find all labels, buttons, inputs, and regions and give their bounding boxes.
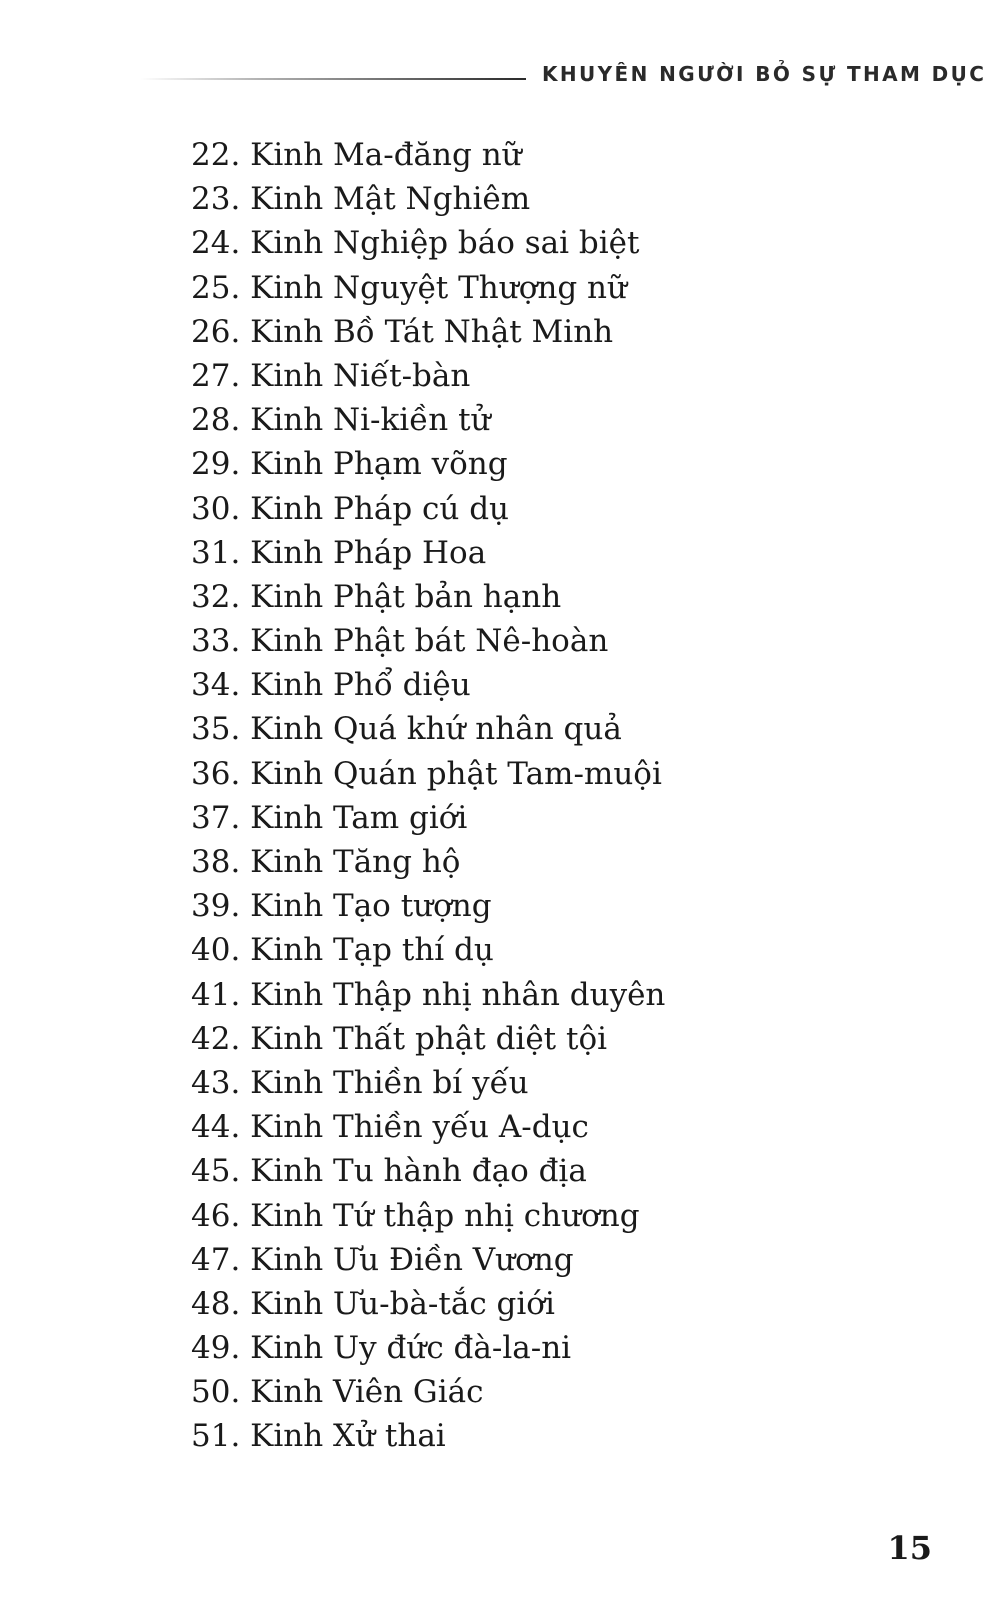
list-item: 43. Kinh Thiền bí yếu [191, 1064, 529, 1101]
list-item: 37. Kinh Tam giới [191, 799, 468, 836]
list-item: 36. Kinh Quán phật Tam-muội [191, 755, 662, 792]
list-item: 45. Kinh Tu hành đạo địa [191, 1153, 587, 1190]
running-title: KHUYÊN NGƯỜI BỎ SỰ THAM DỤC [542, 62, 987, 86]
list-item: 32. Kinh Phật bản hạnh [191, 578, 562, 615]
list-item: 46. Kinh Tứ thập nhị chương [191, 1197, 640, 1234]
list-item: 34. Kinh Phổ diệu [191, 667, 471, 704]
list-item: 33. Kinh Phật bát Nê-hoàn [191, 623, 609, 660]
list-item: 47. Kinh Ưu Điền Vương [191, 1241, 574, 1278]
list-item: 40. Kinh Tạp thí dụ [191, 932, 494, 969]
list-item: 27. Kinh Niết-bàn [191, 357, 471, 394]
list-item: 51. Kinh Xử thai [191, 1418, 446, 1455]
list-item: 24. Kinh Nghiệp báo sai biệt [191, 225, 640, 262]
list-item: 28. Kinh Ni-kiền tử [191, 402, 491, 439]
header-rule [140, 78, 526, 80]
list-item: 30. Kinh Pháp cú dụ [191, 490, 510, 527]
list-item: 35. Kinh Quá khứ nhân quả [191, 711, 622, 748]
list-item: 42. Kinh Thất phật diệt tội [191, 1020, 608, 1057]
list-item: 49. Kinh Uy đức đà-la-ni [191, 1330, 572, 1367]
page-number: 15 [887, 1529, 932, 1567]
list-item: 50. Kinh Viên Giác [191, 1374, 484, 1411]
running-header [140, 60, 987, 88]
list-item: 25. Kinh Nguyệt Thượng nữ [191, 269, 627, 306]
list-item: 39. Kinh Tạo tượng [191, 888, 492, 925]
list-item: 23. Kinh Mật Nghiêm [191, 181, 531, 218]
list-item: 44. Kinh Thiền yếu A-dục [191, 1109, 589, 1146]
sutra-list [191, 133, 665, 1459]
list-item: 38. Kinh Tăng hộ [191, 844, 461, 880]
list-item: 41. Kinh Thập nhị nhân duyên [191, 976, 666, 1013]
list-item: 48. Kinh Ưu-bà-tắc giới [191, 1285, 555, 1322]
list-item: 22. Kinh Ma-đăng nữ [191, 137, 522, 173]
list-item: 31. Kinh Pháp Hoa [191, 534, 487, 571]
list-item: 26. Kinh Bồ Tát Nhật Minh [191, 313, 614, 350]
list-item: 29. Kinh Phạm võng [191, 446, 508, 483]
